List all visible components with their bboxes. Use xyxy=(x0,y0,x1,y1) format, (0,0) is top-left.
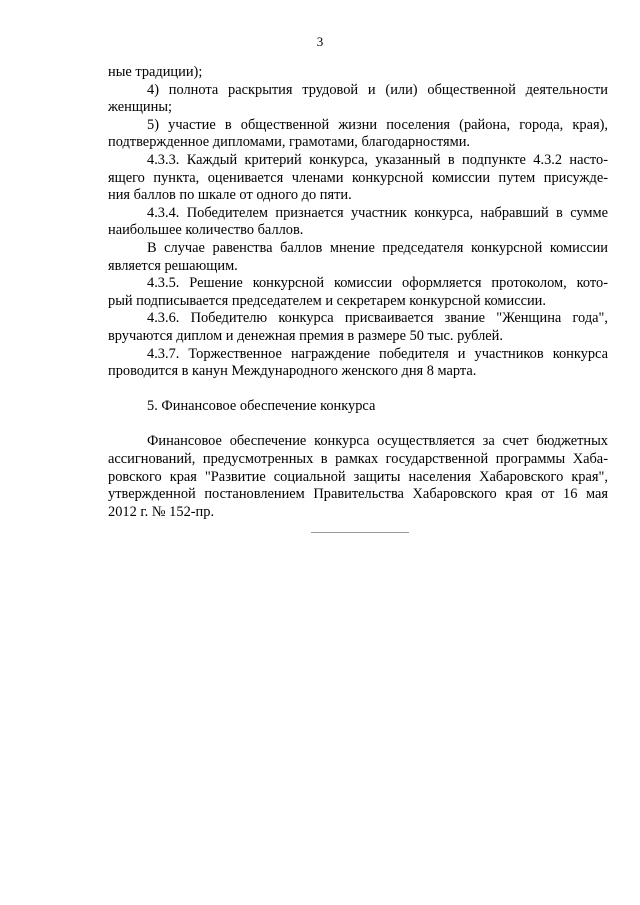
end-of-document-rule xyxy=(311,532,409,533)
text-line: Финансовое обеспечение конкурса осуществляется за счет бюджетных xyxy=(147,433,608,450)
paragraph-gap xyxy=(108,381,608,399)
text-line: вручаются диплом и денежная премия в размере 50 тыс. рублей. xyxy=(108,327,503,344)
text-line: 4.3.3. Каждый критерий конкурса, указанный в подпункте 4.3.2 насто- xyxy=(147,151,608,168)
text-line: утвержденной постановлением Правительства Хабаровского края от 16 мая xyxy=(108,486,608,503)
text-line: рый подписывается председателем и секретарем конкурсной комиссии. xyxy=(108,292,546,309)
text-line: 2012 г. № 152-пр. xyxy=(108,503,215,520)
section-heading: 5. Финансовое обеспечение конкурса xyxy=(147,398,376,415)
text-line: 4.3.7. Торжественное награждение победителя и участников конкурса xyxy=(147,345,608,362)
document-body xyxy=(108,64,608,521)
text-line: ассигнований, предусмотренных в рамках государственной программы Хаба- xyxy=(108,451,608,468)
text-line: ровского края "Развитие социальной защиты населения Хабаровского края", xyxy=(108,468,608,485)
text-line: В случае равенства баллов мнение председателя конкурсной комиссии xyxy=(147,239,608,256)
text-line: ные традиции); xyxy=(108,64,203,80)
page-number: 3 xyxy=(316,34,324,49)
text-line: ящего пункта, оценивается членами конкурсной комиссии путем присужде- xyxy=(108,169,608,186)
text-line: женщины; xyxy=(108,99,172,116)
text-line: 4) полнота раскрытия трудовой и (или) общественной деятельности xyxy=(147,81,608,98)
text-line: 5) участие в общественной жизни поселения (района, города, края), xyxy=(147,116,608,133)
text-line: ния баллов по шкале от одного до пяти. xyxy=(108,187,352,204)
paragraph-gap xyxy=(108,416,608,434)
text-line: наибольшее количество баллов. xyxy=(108,222,304,239)
text-line: подтвержденное дипломами, грамотами, благодарностями. xyxy=(108,134,470,151)
text-line: 4.3.5. Решение конкурсной комиссии оформляется протоколом, кото- xyxy=(147,275,608,292)
text-line: 4.3.4. Победителем признается участник конкурса, набравший в сумме xyxy=(147,204,608,221)
text-line: проводится в канун Международного женского дня 8 марта. xyxy=(108,363,477,380)
text-line: является решающим. xyxy=(108,257,238,274)
text-line: 4.3.6. Победителю конкурса присваивается звание "Женщина года", xyxy=(147,310,608,327)
